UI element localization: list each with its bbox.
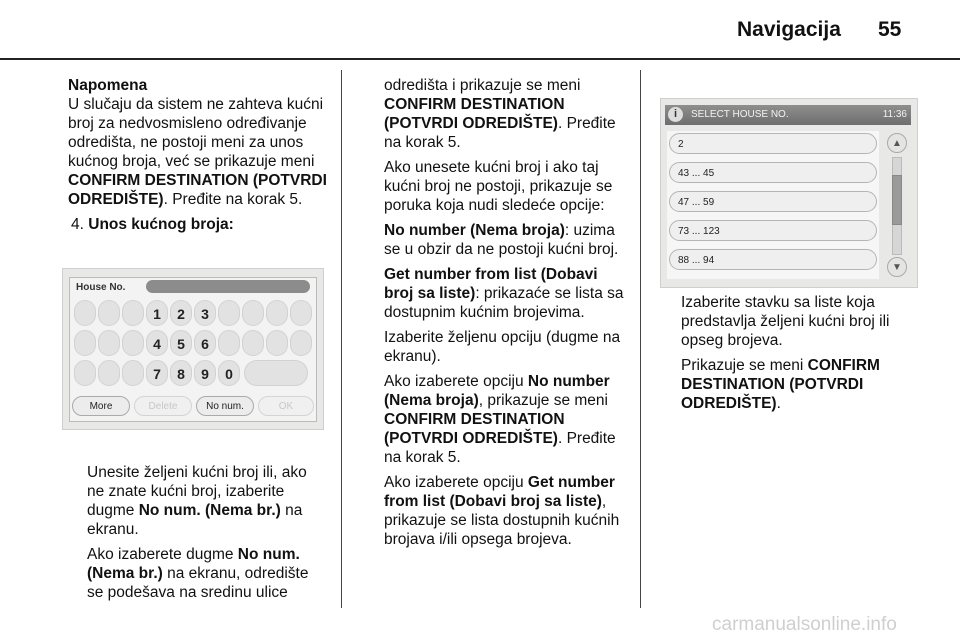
keypad-button-bar	[72, 396, 314, 418]
chevron-down-icon[interactable]: ▼	[887, 257, 907, 277]
scroll-thumb[interactable]	[892, 175, 902, 225]
keypad-key	[218, 330, 240, 356]
cap-text: na ekranu, odredište se podešava na sredinu ulice	[87, 565, 309, 601]
column-divider-left	[341, 70, 342, 608]
caption2-para-2	[681, 356, 921, 413]
text: Ako izaberete opciju	[384, 474, 528, 491]
key-4[interactable]: 4	[146, 330, 168, 356]
bold: CONFIRM DESTINATION (POTVRDI ODREDIŠTE)	[384, 411, 565, 447]
house-list-caption	[681, 293, 921, 419]
caption-para-1	[87, 463, 325, 539]
bold: CONFIRM DESTINATION (POTVRDI ODREDIŠTE)	[681, 357, 880, 412]
keypad-key	[122, 330, 144, 356]
note-end: . Pređite na korak 5.	[163, 191, 303, 208]
info-icon[interactable]: i	[668, 107, 683, 122]
text: .	[776, 395, 781, 412]
note-heading: Napomena	[68, 77, 148, 94]
text: : uzima se u obzir da ne postoji kućni broj.	[384, 222, 619, 258]
col2-para-6	[384, 372, 628, 467]
delete-button[interactable]: Delete	[134, 396, 192, 416]
text: Ako izaberete opciju	[384, 373, 528, 390]
chevron-up-icon[interactable]: ▲	[887, 133, 907, 153]
key-9[interactable]: 9	[194, 360, 216, 386]
keypad-key	[98, 360, 120, 386]
list-item[interactable]: 73 ... 123	[669, 220, 877, 241]
keypad-key	[74, 330, 96, 356]
keypad-key	[218, 300, 240, 326]
cap-bold: No num. (Nema br.)	[87, 546, 300, 582]
text: . Pređite na korak 5.	[384, 115, 616, 151]
bold: No number (Nema broja)	[384, 222, 565, 239]
column-2	[384, 76, 628, 555]
col2-para-7	[384, 473, 628, 549]
keypad-key	[290, 330, 312, 356]
keypad-key	[122, 300, 144, 326]
watermark: carmanualsonline.info	[712, 614, 897, 635]
keypad-key	[98, 330, 120, 356]
select-house-number-screen	[660, 98, 918, 288]
no-num-button[interactable]: No num.	[196, 396, 254, 416]
col2-para-2: Ako unesete kućni broj i ako taj kućni broj ne postoji, prikazuje se poruka koja nudi sledeće opcije:	[384, 159, 613, 214]
text: . Pređite na korak 5.	[384, 430, 616, 466]
step-4	[68, 215, 330, 234]
cap-text: Ako izaberete dugme	[87, 546, 238, 563]
column-divider-right	[640, 70, 641, 608]
ok-button[interactable]: OK	[258, 396, 314, 416]
keypad-caption	[87, 463, 325, 608]
col2-para-1	[384, 76, 628, 152]
clock: 11:36	[882, 109, 907, 120]
column-1	[68, 76, 330, 240]
screen-title: SELECT HOUSE NO.	[691, 109, 789, 120]
house-number-keypad-screen	[62, 268, 324, 430]
col2-para-5: Izaberite željenu opciju (dugme na ekranu).	[384, 329, 621, 365]
house-number-input[interactable]	[146, 280, 310, 293]
keypad-key	[242, 300, 264, 326]
bold: CONFIRM DESTINATION (POTVRDI ODREDIŠTE)	[384, 96, 565, 132]
house-no-label: House No.	[76, 282, 126, 293]
col2-para-3	[384, 221, 628, 259]
list-scrollbar[interactable]	[885, 131, 909, 279]
key-0[interactable]: 0	[218, 360, 240, 386]
list-item[interactable]: 2	[669, 133, 877, 154]
list-item[interactable]: 47 ... 59	[669, 191, 877, 212]
keypad-wide-key	[244, 360, 308, 386]
header-rule	[0, 58, 960, 60]
caption-para-2	[87, 545, 325, 602]
key-5[interactable]: 5	[170, 330, 192, 356]
page-number: 55	[878, 18, 902, 41]
bold: Get number from list (Dobavi broj sa liste)	[384, 266, 598, 302]
step-number: 4.	[71, 216, 84, 233]
house-number-list	[667, 131, 879, 279]
keypad-key	[98, 300, 120, 326]
key-1[interactable]: 1	[146, 300, 168, 326]
keypad-key	[290, 300, 312, 326]
keypad-grid	[74, 300, 312, 390]
keypad-key	[266, 330, 288, 356]
key-8[interactable]: 8	[170, 360, 192, 386]
list-item[interactable]: 88 ... 94	[669, 249, 877, 270]
keypad-key	[242, 330, 264, 356]
text: , prikazuje se meni	[478, 392, 608, 409]
keypad-inner	[69, 277, 317, 422]
cap-text: Unesite željeni kućni broj ili, ako ne znate kućni broj, izaberite dugme	[87, 464, 307, 519]
step-text: Unos kućnog broja:	[88, 216, 234, 233]
key-7[interactable]: 7	[146, 360, 168, 386]
bold: No number (Nema broja)	[384, 373, 610, 409]
key-6[interactable]: 6	[194, 330, 216, 356]
keypad-key	[122, 360, 144, 386]
note-text: U slučaju da sistem ne zahteva kućni broj za nedvosmisleno određivanje odredišta, ne postoji meni za unos kućnog broja, već se prikazuje meni	[68, 96, 324, 170]
cap-text: na ekranu.	[87, 502, 303, 538]
caption2-para-1: Izaberite stavku sa liste koja predstavlja željeni kućni broj ili opseg brojeva.	[681, 294, 890, 349]
keypad-key	[74, 300, 96, 326]
col2-para-4	[384, 265, 628, 322]
cap-bold: No num. (Nema br.)	[138, 502, 281, 519]
keypad-key	[266, 300, 288, 326]
bold: Get number from list (Dobavi broj sa liste)	[384, 474, 615, 510]
list-item[interactable]: 43 ... 45	[669, 162, 877, 183]
text: odredišta i prikazuje se meni	[384, 77, 581, 94]
note-bold: CONFIRM DESTINATION (POTVRDI ODREDIŠTE)	[68, 172, 327, 208]
page-header-title: Navigacija	[737, 18, 841, 41]
keypad-key	[74, 360, 96, 386]
text: , prikazuje se lista dostupnih kućnih brojava i/ili opsega brojeva.	[384, 493, 620, 548]
more-button[interactable]: More	[72, 396, 130, 416]
text: : prikazaće se lista sa dostupnim kućnim brojevima.	[384, 285, 624, 321]
text: Prikazuje se meni	[681, 357, 808, 374]
key-2[interactable]: 2	[170, 300, 192, 326]
screen-header	[665, 105, 911, 125]
key-3[interactable]: 3	[194, 300, 216, 326]
note-block	[68, 76, 330, 209]
